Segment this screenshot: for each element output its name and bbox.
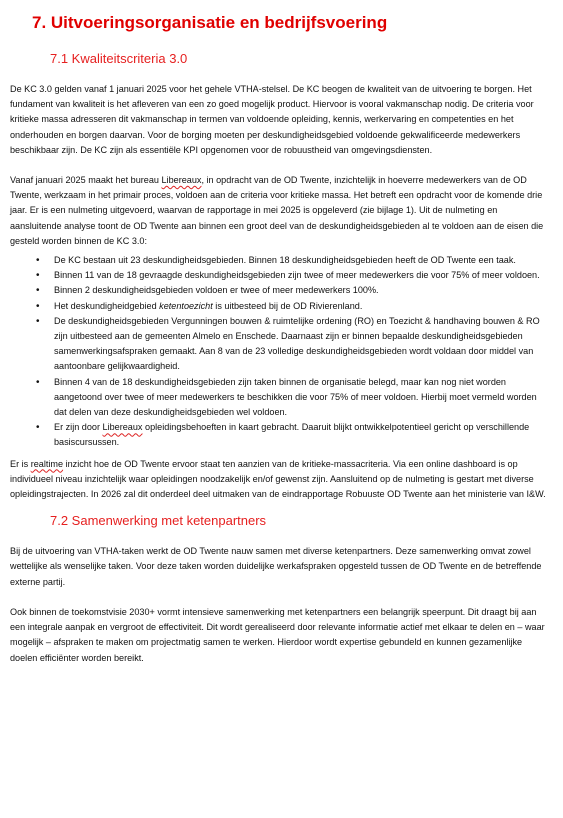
text-run: Er is: [10, 458, 31, 469]
paragraph-realtime: [10, 457, 549, 503]
text-run: Vanaf januari 2025 maakt het bureau: [10, 175, 162, 186]
list-item: • Binnen 11 van de 18 gevraagde deskundigheidsgebieden zijn twee of meer medewerkers die voor 75% of meer voldoen.: [10, 268, 549, 283]
spellcheck-word: Libereaux: [102, 422, 143, 433]
paragraph-libereaux: [10, 173, 549, 249]
text-run: is uitbesteed bij de OD Rivierenland.: [212, 300, 363, 311]
section-heading-7-1: 7.1 Kwaliteitscriteria 3.0: [50, 51, 188, 66]
spellcheck-word: realtime: [30, 458, 64, 469]
text-run: inzicht hoe de OD Twente ervoor staat ten aanzien van de kritieke-massacriteria. Via een online dashboard is op individueel niveau inzichtelijk waar opleidingen noodzakelijk en/of gewenst zijn. Aansluitend op de nulmeting is gestart met diverse opleidingstrajecten. In 2026 zal dit onderdeel deel uitmaken van de eindrapportage Robuuste OD Twente aan het ministerie van I&W.: [10, 458, 546, 500]
list-item: [10, 420, 549, 450]
text-run: opleidingsbehoeften in kaart gebracht. Daaruit blijkt ontwikkelpotentieel gericht op verschillende basiscursussen.: [54, 422, 530, 448]
section-heading-7-2: 7.2 Samenwerking met ketenpartners: [50, 513, 267, 529]
text-run: Het deskundigheidgebied: [54, 300, 160, 311]
spellcheck-word: Libereaux: [161, 175, 202, 186]
bullet-list: [10, 253, 549, 451]
italic-term: ketentoezicht: [159, 300, 213, 311]
paragraph-toekomstvisie: Ook binnen de toekomstvisie 2030+ vormt intensieve samenwerking met ketenpartners een belangrijk speerpunt. Dit draagt bij aan een integrale aanpak en vergroot de effectiviteit. Dit wordt gerealiseerd door relevante informatie actief met elkaar te delen en – waar mogelijk – afspraken te maken om projectmatig samen te werken. Hierdoor wordt expertise gebundeld en kunnen gezamenlijke doelen efficiënter worden bereikt.: [10, 606, 545, 663]
list-item: • De KC bestaan uit 23 deskundigheidsgebieden. Binnen 18 deskundigheidsgebieden heeft de OD Twente een taak.: [10, 253, 549, 268]
text-run: Er zijn door: [54, 422, 103, 433]
text-run: , in opdracht van de OD Twente, inzichtelijk in hoeverre medewerkers van de OD Twente, werkzaam in het primair proces, voldoen aan de criteria voor kritieke massa. Het betreft een opdracht voor de komende drie jaar. Er is een nulmeting uitgevoerd, waarvan de rapportage in mei 2025 is opgeleverd (zie bijlage 1). Uit de nulmeting en aansluitende analyse toont de OD Twente aan binnen een groot deel van de deskundigheidsgebieden al te voldoen aan de eisen die gesteld worden binnen de KC 3.0:: [10, 175, 544, 246]
list-item: • Binnen 2 deskundigheidsgebieden voldoen er twee of meer medewerkers 100%.: [10, 283, 549, 298]
paragraph-kc-intro: De KC 3.0 gelden vanaf 1 januari 2025 voor het gehele VTHA-stelsel. De KC beogen de kwaliteit van de uitvoering te borgen. Het fundament van kwaliteit is het afleveren van een zo goed mogelijk product. Hiervoor is vooral vakmanschap nodig. De criteria voor kritieke massa adresseren dit vakmanschap in termen van voldoende opleiding, kennis, werkervaring en competenties en het onderhouden en borgen daarvan. Voor de borging moeten per deskundigheidsgebied voldoende gekwalificeerde medewerkers beschikbaar zijn. De KC zijn als essentiële KPI opgenomen voor de robuustheid van omgevingsdiensten.: [10, 84, 534, 155]
chapter-heading: 7. Uitvoeringsorganisatie en bedrijfsvoering: [32, 13, 388, 32]
paragraph-ketenpartners: Bij de uitvoering van VTHA-taken werkt de OD Twente nauw samen met diverse ketenpartners. Deze samenwerking omvat zowel wettelijke als wenselijke taken. Voor deze taken worden duidelijke werkafspraken opgesteld tussen de OD Twente en de betreffende externe partij.: [10, 546, 542, 587]
list-item: • Binnen 4 van de 18 deskundigheidsgebieden zijn taken binnen de organisatie belegd, maar kan nog niet worden aangetoond over twee of meer medewerkers te beschikken die voor 75% of meer voldoen. Hierbij moet vermeld worden dat delen van deze deskundigheidsgebieden wel voldoen.: [10, 375, 549, 421]
list-item: [10, 299, 549, 314]
list-item: • De deskundigheidsgebieden Vergunningen bouwen & ruimtelijke ordening (RO) en Toezicht & handhaving bouwen & RO zijn uitbesteed aan de gemeenten Almelo en Enschede. Daarnaast zijn er binnen bepaalde deskundigheidsgebieden samenwerkingsafspraken gemaakt. Aan 8 van de 23 volledige deskundigheidsgebieden wordt voldaan door middel van aantoonbare gelijkwaardigheid.: [10, 314, 549, 375]
